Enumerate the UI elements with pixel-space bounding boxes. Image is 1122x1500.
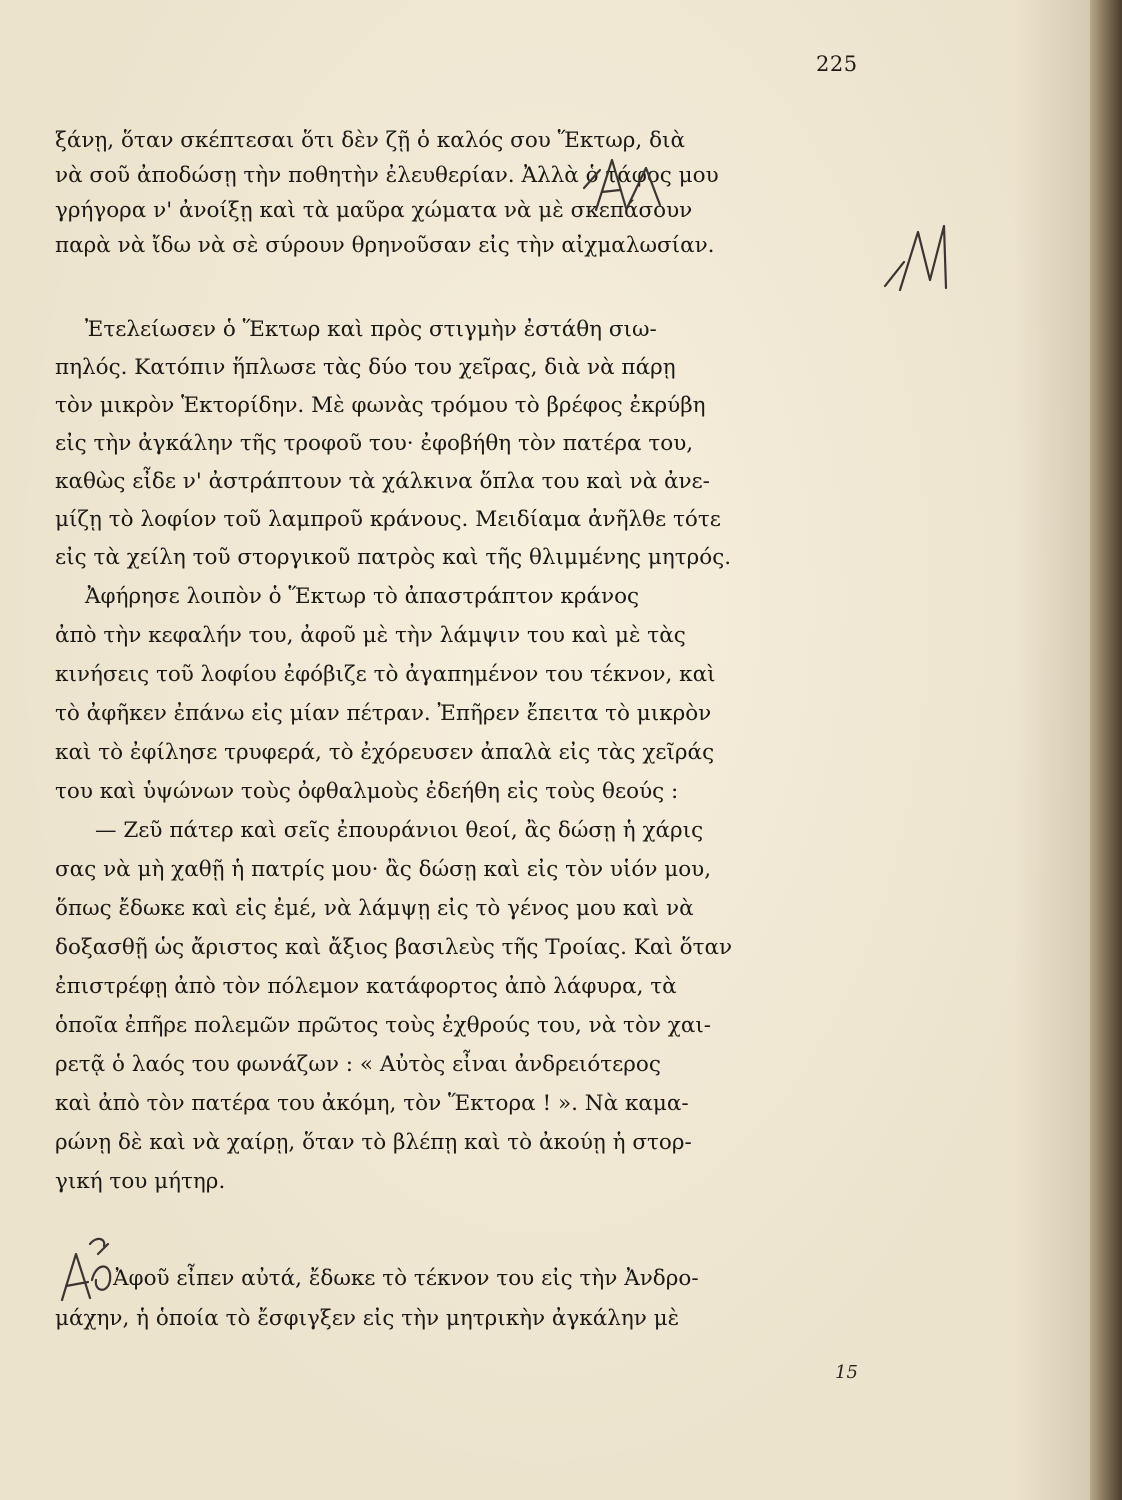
text-line: μάχην, ἡ ὁποία τὸ ἔσφιγξεν εἰς τὴν μητρικὴν ἀγκάλην μὲ xyxy=(55,1306,680,1331)
text-line: κινήσεις τοῦ λοφίου ἐφόβιζε τὸ ἀγαπημένον του τέκνον, καὶ xyxy=(55,662,716,687)
text-line: τὸ ἀφῆκεν ἐπάνω εἰς μίαν πέτραν. Ἐπῆρεν ἔπειτα τὸ μικρὸν xyxy=(55,701,712,726)
text-line: γική του μήτηρ. xyxy=(55,1169,226,1194)
text-line: ἐπιστρέφῃ ἀπὸ τὸν πόλεμον κατάφορτος ἀπὸ λάφυρα, τὰ xyxy=(55,974,677,999)
handwritten-mark-3 xyxy=(900,226,946,290)
text-line: εἰς τὴν ἀγκάλην τῆς τροφοῦ του· ἐφοβήθη τὸν πατέρα του, xyxy=(55,431,694,456)
text-line: πηλός. Κατόπιν ἥπλωσε τὰς δύο του χεῖρας, διὰ νὰ πάρῃ xyxy=(55,355,676,380)
text-line: Ἐτελείωσεν ὁ Ἕκτωρ καὶ πρὸς στιγμὴν ἐστάθη σιω- xyxy=(85,317,657,342)
text-line: καθὼς εἶδε ν' ἀστράπτουν τὰ χάλκινα ὅπλα του καὶ νὰ ἀνε- xyxy=(55,469,710,494)
text-line: νὰ σοῦ ἀποδώσῃ τὴν ποθητὴν ἐλευθερίαν. Ἀλλὰ ὁ τάφος μου xyxy=(55,163,719,188)
text-line: Ἀφοῦ εἶπεν αὐτά, ἔδωκε τὸ τέκνον του εἰς τὴν Ἀνδρο- xyxy=(113,1266,699,1291)
text-line: καὶ τὸ ἐφίλησε τρυφερά, τὸ ἐχόρευσεν ἀπαλὰ εἰς τὰς χεῖράς xyxy=(55,740,715,765)
text-line: δοξασθῇ ὡς ἄριστος καὶ ἄξιος βασιλεὺς τῆς Τροίας. Καὶ ὅταν xyxy=(55,935,733,960)
text-line: τὸν μικρὸν Ἑκτορίδην. Μὲ φωνὰς τρόμου τὸ βρέφος ἐκρύβη xyxy=(55,393,706,418)
text-line: ρώνῃ δὲ καὶ νὰ χαίρῃ, ὅταν τὸ βλέπῃ καὶ τὸ ἀκούῃ ἡ στορ- xyxy=(55,1130,692,1155)
book-spine-edge xyxy=(1090,0,1122,1500)
text-line: σας νὰ μὴ χαθῇ ἡ πατρίς μου· ἂς δώσῃ καὶ εἰς τὸν υἱόν μου, xyxy=(55,857,712,882)
text-line: παρὰ νὰ ἴδω νὰ σὲ σύρουν θρηνοῦσαν εἰς τὴν αἰχμαλωσίαν. xyxy=(55,233,715,258)
text-line: μίζῃ τὸ λοφίον τοῦ λαμπροῦ κράνους. Μειδίαμα ἀνῆλθε τότε xyxy=(55,507,721,532)
text-line: ρετᾷ ὁ λαός του φωνάζων : « Αὐτὸς εἶναι ἀνδρειότερος xyxy=(55,1052,661,1077)
text-line: ξάνῃ, ὅταν σκέπτεσαι ὅτι δὲν ζῇ ὁ καλός σου Ἕκτωρ, διὰ xyxy=(55,128,685,153)
handwritten-mark-4 xyxy=(62,1254,90,1300)
text-line: γρήγορα ν' ἀνοίξῃ καὶ τὰ μαῦρα χώματα νὰ μὲ σκεπάσουν xyxy=(55,198,693,223)
text-line: Ἀφήρησε λοιπὸν ὁ Ἕκτωρ τὸ ἀπαστράπτον κράνος xyxy=(85,584,640,609)
signature-mark: 15 xyxy=(835,1362,858,1383)
text-line: εἰς τὰ χείλη τοῦ στοργικοῦ πατρὸς καὶ τῆς θλιμμένης μητρός. xyxy=(55,545,732,570)
page-number: 225 xyxy=(816,52,858,76)
text-line: ἀπὸ τὴν κεφαλήν του, ἀφοῦ μὲ τὴν λάμψιν του καὶ μὲ τὰς xyxy=(55,623,686,648)
text-line: ὅπως ἔδωκε καὶ εἰς ἐμέ, νὰ λάμψῃ εἰς τὸ γένος μου καὶ νὰ xyxy=(55,896,694,921)
text-line: ὁποῖα ἐπῆρε πολεμῶν πρῶτος τοὺς ἐχθρούς του, νὰ τὸν χαι- xyxy=(55,1013,712,1038)
text-line: του καὶ ὑψώνων τοὺς ὀφθαλμοὺς ἐδεήθη εἰς τοὺς θεούς : xyxy=(55,779,679,804)
text-line: — Ζεῦ πάτερ καὶ σεῖς ἐπουράνιοι θεοί, ἂς δώσῃ ἡ χάρις xyxy=(95,818,704,843)
text-line: καὶ ἀπὸ τὸν πατέρα του ἀκόμη, τὸν Ἕκτορα ! ». Νὰ καμα- xyxy=(55,1091,689,1116)
